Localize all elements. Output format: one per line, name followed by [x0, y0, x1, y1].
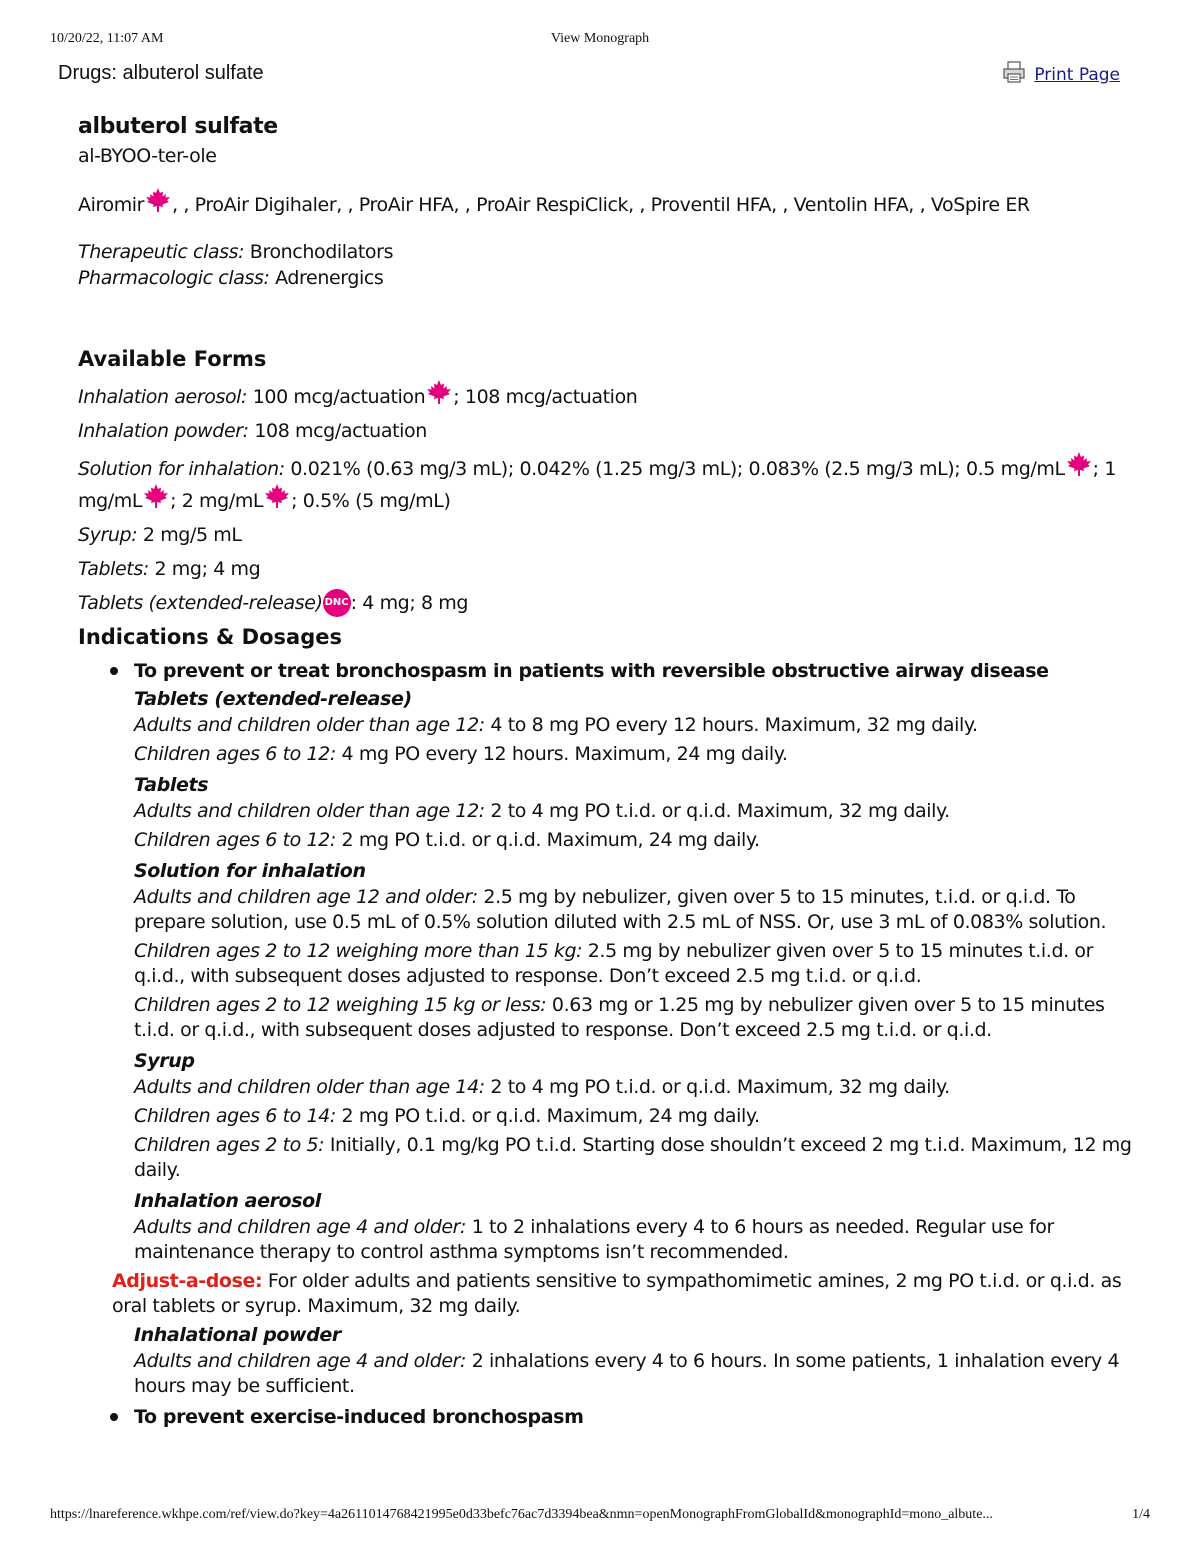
brand-airomir: Airomir	[78, 194, 145, 216]
form-value: 100 mcg/actuation	[247, 386, 426, 408]
pharmacologic-class-label: Pharmacologic class:	[78, 267, 270, 289]
print-page-link[interactable]	[1002, 60, 1120, 89]
adjust-a-dose-label: Adjust-a-dose:	[112, 1270, 263, 1292]
dosage-form-heading: Inhalation aerosol	[134, 1190, 321, 1212]
available-forms-section	[76, 347, 1136, 617]
form-label: Tablets (extended-release)	[78, 592, 323, 614]
dose-text: 4 mg PO every 12 hours. Maximum, 24 mg daily.	[335, 743, 788, 765]
dnc-badge-icon: DNC	[323, 589, 351, 617]
available-forms-heading: Available Forms	[78, 347, 267, 371]
form-value: ; 2 mg/mL	[170, 490, 264, 512]
dose-line	[134, 742, 1136, 767]
topbar	[58, 60, 1120, 90]
form-syrup	[78, 521, 1136, 549]
print-url: https://lnareference.wkhpe.com/ref/view.do?key=4a2611014768421995e0d33befc76ac7d3394bea&nmn=openMonographFromGlobalId&monographId=mono_albute...	[50, 1507, 993, 1522]
form-value: 108 mcg/actuation	[248, 420, 427, 442]
dose-population: Adults and children older than age 14:	[134, 1076, 485, 1098]
breadcrumb-drug-name: albuterol sulfate	[122, 62, 264, 84]
dose-population: Children ages 6 to 14:	[134, 1105, 336, 1127]
dose-line	[134, 828, 1136, 853]
dose-line	[134, 1075, 1136, 1100]
print-datetime: 10/20/22, 11:07 AM	[50, 31, 164, 46]
dose-population: Children ages 2 to 12 weighing 15 kg or less:	[134, 994, 547, 1016]
print-footer	[50, 1507, 1150, 1525]
form-value: 2 mg; 4 mg	[148, 558, 261, 580]
therapeutic-class-label: Therapeutic class:	[78, 241, 245, 263]
dose-population: Adults and children age 4 and older:	[134, 1350, 467, 1372]
section-label: Drugs:	[58, 62, 117, 84]
drug-title: albuterol sulfate	[78, 114, 278, 139]
brand-list: , , ProAir Digihaler, , ProAir HFA, , ProAir RespiClick, , Proventil HFA, , Ventolin HFA, , VoSpire ER	[172, 194, 1030, 216]
dose-population: Children ages 2 to 12 weighing more than 15 kg:	[134, 940, 583, 962]
dose-line	[134, 939, 1136, 989]
form-value: 2 mg/5 mL	[137, 524, 242, 546]
brand-names	[78, 187, 1136, 219]
indication-item	[76, 1403, 1136, 1431]
dosage-form-heading: Solution for inhalation	[134, 860, 366, 882]
bullet-icon	[110, 667, 118, 675]
monograph-content	[76, 114, 1136, 1431]
form-value: ; 108 mcg/actuation	[453, 386, 638, 408]
form-value: ; 1 mg/mL	[78, 458, 1117, 512]
adjust-a-dose	[112, 1269, 1136, 1319]
form-solution-for-inhalation	[78, 451, 1136, 515]
pharmacologic-class	[78, 265, 1136, 291]
therapeutic-class-value: Bronchodilators	[244, 241, 394, 263]
dose-population: Adults and children older than age 12:	[134, 800, 485, 822]
print-page-label: Print Page	[1034, 64, 1120, 85]
form-tablets	[78, 555, 1136, 583]
dose-line	[134, 1133, 1136, 1183]
print-header	[50, 31, 1150, 49]
form-tablets-extended-release	[78, 589, 1136, 617]
pharmacologic-class-value: Adrenergics	[269, 267, 384, 289]
print-page-number: 1/4	[1132, 1507, 1150, 1522]
dose-text: 0.63 mg or 1.25 mg by nebulizer given over 5 to 15 minutes t.i.d. or q.i.d., with subsequent doses adjusted to response. Don’t exceed 2.5 mg t.i.d. or q.i.d.	[134, 994, 1105, 1041]
dosage-form-heading: Tablets	[134, 774, 209, 796]
dose-population: Adults and children older than age 12:	[134, 714, 485, 736]
form-inhalation-aerosol	[78, 379, 1136, 411]
therapeutic-class	[78, 239, 1136, 265]
form-label: Syrup:	[78, 524, 138, 546]
bullet-icon	[110, 1413, 118, 1421]
dose-text: 2.5 mg by nebulizer, given over 5 to 15 minutes, t.i.d. or q.i.d. To prepare solution, use 0.5 mL of 0.5% solution diluted with 2.5 mL of NSS. Or, use 3 mL of 0.083% solution.	[134, 886, 1107, 933]
print-page-title: View Monograph	[550, 31, 650, 46]
indication-title: To prevent exercise-induced bronchospasm	[134, 1406, 584, 1428]
canada-maple-leaf-icon	[425, 379, 453, 405]
dose-population: Children ages 6 to 12:	[134, 743, 336, 765]
dose-text: 2 inhalations every 4 to 6 hours. In some patients, 1 inhalation every 4 hours may be sufficient.	[134, 1350, 1120, 1397]
dose-text: Initially, 0.1 mg/kg PO t.i.d. Starting dose shouldn’t exceed 2 mg t.i.d. Maximum, 12 mg daily.	[134, 1134, 1132, 1181]
dose-line	[134, 1349, 1136, 1399]
dose-text: 4 to 8 mg PO every 12 hours. Maximum, 32 mg daily.	[484, 714, 978, 736]
form-value: ; 0.5% (5 mg/mL)	[291, 490, 451, 512]
dose-population: Children ages 2 to 5:	[134, 1134, 325, 1156]
indications-section	[76, 625, 1136, 1431]
dosage-form-heading: Inhalational powder	[134, 1324, 341, 1346]
form-label: Solution for inhalation:	[78, 458, 285, 480]
dose-line	[134, 1104, 1136, 1129]
form-inhalation-powder	[78, 417, 1136, 445]
dose-population: Adults and children age 12 and older:	[134, 886, 478, 908]
dose-line	[134, 713, 1136, 738]
form-label: Tablets:	[78, 558, 149, 580]
dose-text: 2 mg PO t.i.d. or q.i.d. Maximum, 24 mg daily.	[335, 1105, 760, 1127]
breadcrumb	[58, 62, 264, 85]
dose-text: 2 mg PO t.i.d. or q.i.d. Maximum, 24 mg daily.	[335, 829, 760, 851]
indication-title: To prevent or treat bronchospasm in patients with reversible obstructive airway disease	[134, 660, 1049, 682]
dose-text: 2 to 4 mg PO t.i.d. or q.i.d. Maximum, 32 mg daily.	[484, 1076, 950, 1098]
form-label: Inhalation aerosol:	[78, 386, 248, 408]
dosage-form-heading: Tablets (extended-release)	[134, 688, 412, 710]
dose-population: Adults and children age 4 and older:	[134, 1216, 467, 1238]
printer-icon	[1002, 60, 1026, 89]
dose-line	[134, 799, 1136, 824]
dose-line	[134, 993, 1136, 1043]
indications-heading: Indications & Dosages	[78, 625, 342, 649]
indications-list	[76, 657, 1136, 1431]
form-value: 0.021% (0.63 mg/3 mL); 0.042% (1.25 mg/3 mL); 0.083% (2.5 mg/3 mL); 0.5 mg/mL	[284, 458, 1065, 480]
dose-line	[134, 885, 1136, 935]
canada-maple-leaf-icon	[263, 483, 291, 509]
indication-item	[76, 657, 1136, 1399]
dose-text: 1 to 2 inhalations every 4 to 6 hours as needed. Regular use for maintenance therapy to control asthma symptoms isn’t recommended.	[134, 1216, 1054, 1263]
canada-maple-leaf-icon	[142, 483, 170, 509]
form-label: Inhalation powder:	[78, 420, 249, 442]
dose-text: 2 to 4 mg PO t.i.d. or q.i.d. Maximum, 32 mg daily.	[484, 800, 950, 822]
dosage-form-heading: Syrup	[134, 1050, 195, 1072]
canada-maple-leaf-icon	[144, 187, 172, 213]
dose-line	[134, 1215, 1136, 1265]
dose-population: Children ages 6 to 12:	[134, 829, 336, 851]
pronunciation: al-BYOO-ter-ole	[78, 145, 217, 167]
form-value: : 4 mg; 8 mg	[350, 592, 469, 614]
dose-text: 2.5 mg by nebulizer given over 5 to 15 minutes t.i.d. or q.i.d., with subsequent doses adjusted to response. Don’t exceed 2.5 mg t.i.d. or q.i.d.	[134, 940, 1094, 987]
adjust-a-dose-text: For older adults and patients sensitive to sympathomimetic amines, 2 mg PO t.i.d. or q.i.d. as oral tablets or syrup. Maximum, 32 mg daily.	[112, 1270, 1122, 1317]
canada-maple-leaf-icon	[1065, 451, 1093, 477]
